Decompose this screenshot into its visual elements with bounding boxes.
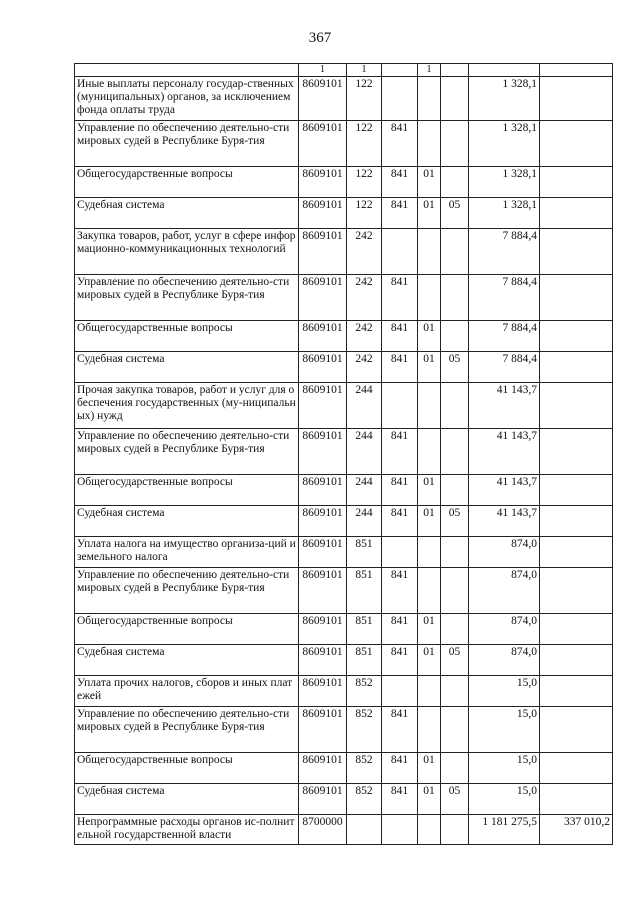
cell-code: 8609101	[299, 352, 347, 383]
cell-sum2	[540, 784, 613, 815]
table-row	[75, 614, 613, 645]
cell-grbs: 841	[382, 121, 418, 167]
cell-grbs: 841	[382, 198, 418, 229]
cell-name: Судебная система	[75, 506, 299, 537]
cell-sum2	[540, 645, 613, 676]
cell-rz	[418, 77, 441, 121]
cell-vr: 242	[347, 275, 382, 321]
table-row	[75, 506, 613, 537]
cell-name: Непрограммные расходы органов ис-полнительной государственной власти	[75, 815, 299, 845]
cell-vr: 852	[347, 676, 382, 707]
cell-sum2	[540, 275, 613, 321]
cell-pr	[441, 707, 469, 753]
cell-sum2	[540, 383, 613, 429]
cell-code: 8609101	[299, 198, 347, 229]
cell-rz	[418, 815, 441, 845]
cell-code: 8609101	[299, 121, 347, 167]
cell-grbs: 841	[382, 275, 418, 321]
cell-sum1: 15,0	[469, 784, 540, 815]
cell-sum1: 15,0	[469, 707, 540, 753]
cell-code: 8609101	[299, 77, 347, 121]
cell-vr: 852	[347, 784, 382, 815]
cell-grbs	[382, 815, 418, 845]
table-row	[75, 784, 613, 815]
cell-grbs	[382, 537, 418, 568]
cell-name: Управление по обеспечению деятельно-сти мировых судей в Республике Буря-тия	[75, 121, 299, 167]
cell-grbs: 841	[382, 614, 418, 645]
cell-code: 8609101	[299, 475, 347, 506]
cell-code: 8609101	[299, 321, 347, 352]
cell-vr	[347, 815, 382, 845]
cell-name: Общегосударственные вопросы	[75, 614, 299, 645]
cell-pr: 05	[441, 352, 469, 383]
cell-sum1: 1 328,1	[469, 167, 540, 198]
table-row	[75, 645, 613, 676]
cell-code: 8609101	[299, 537, 347, 568]
table-row	[75, 275, 613, 321]
cell-name: Иные выплаты персоналу государ-ственных (муниципальных) органов, за исключением фонда оплаты труда	[75, 77, 299, 121]
cell-pr	[441, 321, 469, 352]
cell-rz: 01	[418, 198, 441, 229]
table-row	[75, 568, 613, 614]
cell-sum1: 7 884,4	[469, 229, 540, 275]
cell-sum1: 874,0	[469, 568, 540, 614]
table-row	[75, 815, 613, 845]
column-number-cell: 1	[299, 64, 347, 77]
column-number-cell	[75, 64, 299, 77]
cell-vr: 852	[347, 707, 382, 753]
table-row	[75, 121, 613, 167]
cell-sum1: 15,0	[469, 676, 540, 707]
cell-pr	[441, 383, 469, 429]
cell-sum1: 41 143,7	[469, 506, 540, 537]
cell-name: Управление по обеспечению деятельно-сти мировых судей в Республике Буря-тия	[75, 275, 299, 321]
budget-table	[74, 63, 613, 845]
cell-code: 8609101	[299, 383, 347, 429]
cell-pr	[441, 77, 469, 121]
cell-vr: 851	[347, 537, 382, 568]
cell-vr: 122	[347, 77, 382, 121]
cell-sum2	[540, 614, 613, 645]
cell-sum2	[540, 198, 613, 229]
page-number: 367	[308, 30, 332, 46]
cell-name: Уплата прочих налогов, сборов и иных платежей	[75, 676, 299, 707]
cell-sum1: 1 181 275,5	[469, 815, 540, 845]
cell-pr	[441, 121, 469, 167]
cell-grbs: 841	[382, 167, 418, 198]
cell-pr: 05	[441, 784, 469, 815]
cell-sum2	[540, 167, 613, 198]
cell-pr	[441, 475, 469, 506]
cell-rz: 01	[418, 506, 441, 537]
cell-grbs: 841	[382, 753, 418, 784]
cell-sum1: 7 884,4	[469, 352, 540, 383]
cell-rz	[418, 121, 441, 167]
cell-name: Общегосударственные вопросы	[75, 167, 299, 198]
cell-vr: 851	[347, 614, 382, 645]
cell-sum1: 874,0	[469, 537, 540, 568]
cell-code: 8609101	[299, 506, 347, 537]
cell-sum2	[540, 707, 613, 753]
cell-name: Уплата налога на имущество организа-ций и земельного налога	[75, 537, 299, 568]
cell-pr: 05	[441, 198, 469, 229]
cell-name: Судебная система	[75, 352, 299, 383]
cell-pr	[441, 429, 469, 475]
column-number-cell	[469, 64, 540, 77]
cell-sum1: 7 884,4	[469, 321, 540, 352]
cell-sum2	[540, 537, 613, 568]
cell-pr	[441, 275, 469, 321]
cell-grbs	[382, 229, 418, 275]
cell-rz: 01	[418, 645, 441, 676]
cell-code: 8609101	[299, 568, 347, 614]
table-row	[75, 676, 613, 707]
cell-rz: 01	[418, 475, 441, 506]
cell-vr: 244	[347, 506, 382, 537]
cell-code: 8700000	[299, 815, 347, 845]
cell-grbs	[382, 77, 418, 121]
table-body	[75, 64, 613, 845]
cell-sum2	[540, 229, 613, 275]
cell-pr	[441, 676, 469, 707]
cell-sum2	[540, 676, 613, 707]
cell-sum2	[540, 429, 613, 475]
cell-grbs: 841	[382, 321, 418, 352]
cell-sum2	[540, 475, 613, 506]
cell-rz	[418, 568, 441, 614]
cell-grbs: 841	[382, 506, 418, 537]
cell-pr	[441, 568, 469, 614]
cell-name: Управление по обеспечению деятельно-сти мировых судей в Республике Буря-тия	[75, 707, 299, 753]
cell-sum2	[540, 352, 613, 383]
cell-code: 8609101	[299, 676, 347, 707]
cell-rz: 01	[418, 321, 441, 352]
cell-sum2	[540, 121, 613, 167]
column-number-cell	[382, 64, 418, 77]
cell-sum1: 41 143,7	[469, 429, 540, 475]
cell-code: 8609101	[299, 429, 347, 475]
cell-rz	[418, 383, 441, 429]
column-number-cell: 1	[347, 64, 382, 77]
cell-name: Общегосударственные вопросы	[75, 753, 299, 784]
cell-rz: 01	[418, 614, 441, 645]
cell-rz	[418, 429, 441, 475]
cell-sum1: 7 884,4	[469, 275, 540, 321]
cell-sum1: 41 143,7	[469, 383, 540, 429]
cell-name: Управление по обеспечению деятельно-сти мировых судей в Республике Буря-тия	[75, 429, 299, 475]
cell-name: Судебная система	[75, 198, 299, 229]
cell-grbs	[382, 676, 418, 707]
table-row	[75, 321, 613, 352]
table-row	[75, 77, 613, 121]
cell-sum1: 1 328,1	[469, 121, 540, 167]
cell-vr: 242	[347, 229, 382, 275]
cell-rz	[418, 537, 441, 568]
cell-sum1: 1 328,1	[469, 77, 540, 121]
column-number-cell	[540, 64, 613, 77]
cell-sum1: 1 328,1	[469, 198, 540, 229]
cell-grbs: 841	[382, 352, 418, 383]
cell-vr: 122	[347, 121, 382, 167]
cell-name: Закупка товаров, работ, услуг в сфере информационно-коммуникационных технологий	[75, 229, 299, 275]
cell-vr: 244	[347, 475, 382, 506]
cell-vr: 122	[347, 198, 382, 229]
cell-pr	[441, 537, 469, 568]
cell-code: 8609101	[299, 784, 347, 815]
cell-vr: 244	[347, 429, 382, 475]
cell-pr	[441, 229, 469, 275]
cell-pr	[441, 167, 469, 198]
cell-code: 8609101	[299, 275, 347, 321]
cell-sum1: 41 143,7	[469, 475, 540, 506]
cell-rz: 01	[418, 784, 441, 815]
column-number-cell: 1	[418, 64, 441, 77]
cell-grbs: 841	[382, 475, 418, 506]
cell-grbs: 841	[382, 784, 418, 815]
table-row	[75, 167, 613, 198]
table-row	[75, 707, 613, 753]
cell-sum2	[540, 321, 613, 352]
cell-vr: 242	[347, 352, 382, 383]
cell-sum1: 874,0	[469, 614, 540, 645]
cell-pr: 05	[441, 506, 469, 537]
table-row	[75, 429, 613, 475]
cell-name: Судебная система	[75, 645, 299, 676]
cell-rz	[418, 229, 441, 275]
cell-vr: 244	[347, 383, 382, 429]
cell-name: Общегосударственные вопросы	[75, 321, 299, 352]
cell-name: Общегосударственные вопросы	[75, 475, 299, 506]
cell-rz: 01	[418, 167, 441, 198]
table-row	[75, 475, 613, 506]
cell-code: 8609101	[299, 645, 347, 676]
cell-sum1: 874,0	[469, 645, 540, 676]
cell-code: 8609101	[299, 614, 347, 645]
cell-pr: 05	[441, 645, 469, 676]
cell-vr: 242	[347, 321, 382, 352]
table-row	[75, 229, 613, 275]
cell-vr: 851	[347, 568, 382, 614]
cell-code: 8609101	[299, 167, 347, 198]
cell-sum2	[540, 568, 613, 614]
column-number-row	[75, 64, 613, 77]
cell-pr	[441, 614, 469, 645]
cell-sum2: 337 010,2	[540, 815, 613, 845]
table-row	[75, 352, 613, 383]
cell-rz	[418, 707, 441, 753]
cell-code: 8609101	[299, 229, 347, 275]
cell-vr: 852	[347, 753, 382, 784]
cell-pr	[441, 815, 469, 845]
cell-pr	[441, 753, 469, 784]
cell-rz: 01	[418, 753, 441, 784]
cell-sum1: 15,0	[469, 753, 540, 784]
cell-name: Прочая закупка товаров, работ и услуг для обеспечения государственных (му-ниципальных) нужд	[75, 383, 299, 429]
cell-rz	[418, 275, 441, 321]
table-row	[75, 383, 613, 429]
cell-name: Судебная система	[75, 784, 299, 815]
cell-rz	[418, 676, 441, 707]
cell-name: Управление по обеспечению деятельно-сти мировых судей в Республике Буря-тия	[75, 568, 299, 614]
column-number-cell	[441, 64, 469, 77]
cell-grbs	[382, 383, 418, 429]
cell-grbs: 841	[382, 707, 418, 753]
cell-sum2	[540, 506, 613, 537]
cell-grbs: 841	[382, 429, 418, 475]
cell-rz: 01	[418, 352, 441, 383]
cell-grbs: 841	[382, 645, 418, 676]
table-row	[75, 753, 613, 784]
cell-code: 8609101	[299, 753, 347, 784]
table-row	[75, 198, 613, 229]
cell-sum2	[540, 753, 613, 784]
cell-grbs: 841	[382, 568, 418, 614]
cell-sum2	[540, 77, 613, 121]
cell-vr: 122	[347, 167, 382, 198]
cell-vr: 851	[347, 645, 382, 676]
table-row	[75, 537, 613, 568]
cell-code: 8609101	[299, 707, 347, 753]
